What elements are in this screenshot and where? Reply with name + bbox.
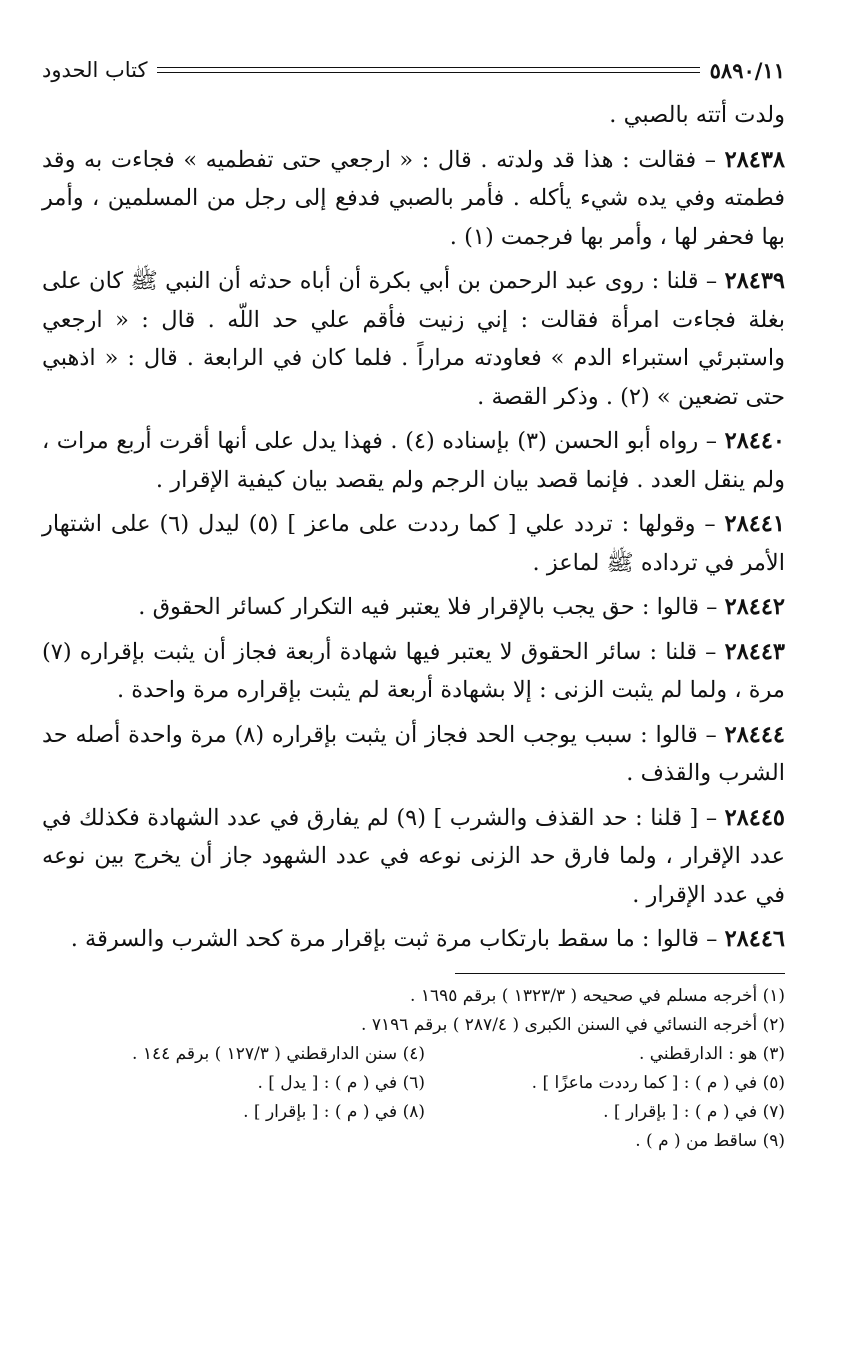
paragraph-number: ٢٨٤٤٤ — [724, 721, 785, 748]
paragraph-number: ٢٨٤٤٥ — [724, 804, 785, 831]
paragraph-text: – قالوا : ما سقط بارتكاب مرة ثبت بإقرار مرة كحد الشرب والسرقة . — [70, 926, 725, 952]
paragraph — [42, 262, 785, 416]
footnote: (٢) أخرجه النسائي في السنن الكبرى ( ٢٨٧/٤ ) برقم ٧١٩٦ . — [361, 1014, 785, 1035]
footnotes — [42, 982, 785, 1156]
paragraph — [42, 141, 785, 257]
paragraph-text: – قلنا : روى عبد الرحمن بن أبي بكرة أن أباه حدثه أن النبي ﷺ كان على بغلة فجاءت امرأة فقالت : إني زنيت فأقم علي حد اللّه . قال : « ارجعي واستبرئي استبراء الدم » فعاودته مراراً . فلما كان في الرابعة . قال : « اذهبي حتى تضعين » (٢) . وذكر القصة . — [42, 268, 785, 410]
footnote: (٧) في ( م ) : [ بإقرار ] . — [603, 1101, 785, 1122]
footnote: (٣) هو : الدارقطني . — [638, 1043, 785, 1064]
paragraph-text: – قالوا : سبب يوجب الحد فجاز أن يثبت بإقراره (٨) مرة واحدة أصله حد الشرب والقذف . — [42, 721, 785, 786]
paragraph-number: ٢٨٤٤٣ — [724, 638, 785, 665]
continuation-line: ولدت أتته بالصبي . — [609, 102, 785, 128]
footnote: (٩) ساقط من ( م ) . — [635, 1130, 785, 1151]
paragraph-number: ٢٨٤٤٠ — [724, 428, 785, 454]
paragraph-number: ٢٨٤٣٨ — [724, 146, 785, 173]
footnote: (٨) في ( م ) : [ بإقرار ] . — [243, 1101, 425, 1122]
footnote: (٦) في ( م ) : [ يدل ] . — [257, 1072, 425, 1093]
footnote: (٤) سنن الدارقطني ( ١٢٧/٣ ) برقم ١٤٤ . — [132, 1043, 425, 1064]
page-number: ٥٨٩٠/١١ — [709, 57, 785, 83]
main-text — [42, 96, 785, 959]
footnote: (٥) في ( م ) : [ كما رددت ماعزًا ] . — [531, 1072, 785, 1093]
paragraph — [42, 588, 785, 627]
footnote-row — [42, 1098, 785, 1127]
paragraph-text: – قالوا : حق يجب بالإقرار فلا يعتبر فيه التكرار كسائر الحقوق . — [138, 594, 725, 620]
paragraph — [42, 422, 785, 499]
paragraph-text: – قلنا : سائر الحقوق لا يعتبر فيها شهادة أربعة فجاز أن يثبت بإقراره (٧) مرة ، ولما لم يثبت الزنى : إلا بشهادة أربعة لم يثبت بإقراره مرة واحدة . — [42, 638, 785, 703]
paragraph-text: – [ قلنا : حد القذف والشرب ] (٩) لم يفارق في عدد الشهادة فكذلك في عدد الإقرار ، ولما فارق حد الزنى نوعه في عدد الشهود جاز أن يخرج بين نوعه في عدد الإقرار . — [42, 804, 785, 908]
paragraph — [42, 633, 785, 710]
paragraph-number: ٢٨٤٤٢ — [724, 594, 785, 620]
footnote-row — [42, 1040, 785, 1069]
paragraph-number: ٢٨٤٤١ — [724, 511, 785, 537]
paragraph-text: – رواه أبو الحسن (٣) بإسناده (٤) . فهذا يدل على أنها أقرت أربع مرات ، ولم ينقل العدد . فإنما قصد بيان الرجم ولم يقصد بيان كيفية الإقرار . — [42, 428, 785, 493]
paragraph-number: ٢٨٤٤٦ — [724, 926, 785, 952]
paragraph — [42, 505, 785, 582]
paragraph — [42, 716, 785, 793]
paragraph-text: – وقولها : تردد علي [ كما رددت على ماعز ] (٥) ليدل (٦) على اشتهار الأمر في ترداده ﷺ لماعز . — [42, 511, 785, 576]
running-header — [42, 52, 785, 88]
book-title: كتاب الحدود — [42, 58, 148, 82]
header-rule — [157, 67, 699, 73]
footnote: (١) أخرجه مسلم في صحيحه ( ١٣٢٣/٣ ) برقم ١٦٩٥ . — [410, 985, 785, 1006]
paragraph-number: ٢٨٤٣٩ — [724, 268, 785, 294]
paragraph-text: – فقالت : هذا قد ولدته . قال : « ارجعي حتى تفطميه » فجاءت به وقد فطمته وفي يده شيء يأكله . فأمر بالصبي فدفع إلى رجل من المسلمين ، وأمر بها فحفر لها ، وأمر بها فرجمت (١) . — [42, 146, 785, 250]
paragraph — [42, 799, 785, 915]
footnote-row — [42, 1069, 785, 1098]
paragraph — [42, 920, 785, 959]
footnote-separator — [455, 973, 785, 974]
